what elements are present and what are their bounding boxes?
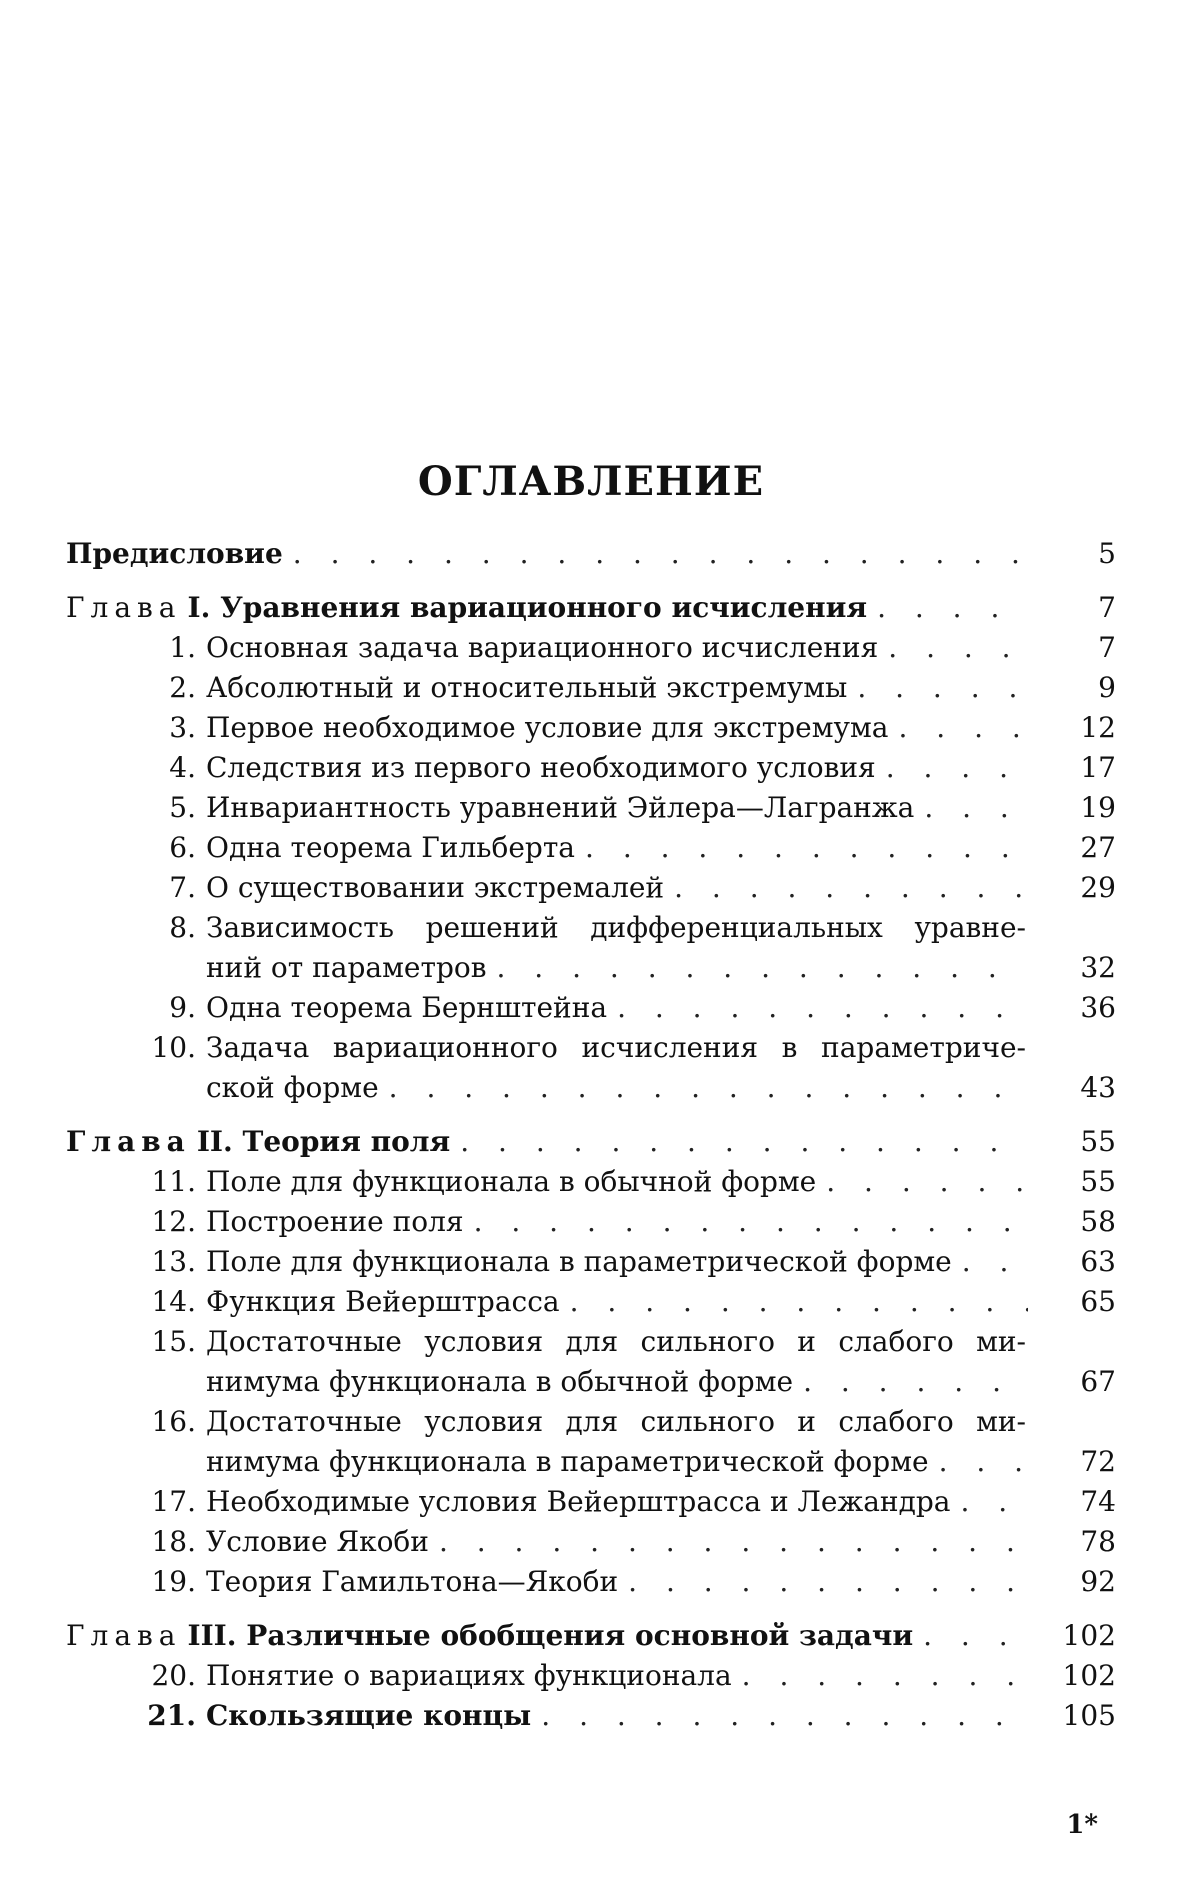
section-number: 15. — [151, 1325, 196, 1358]
section-number: 21. — [147, 1699, 196, 1732]
toc-entry-label: Абсолютный и относительный экстремумы — [206, 671, 848, 704]
toc-entry-section[interactable] — [66, 1202, 1116, 1242]
toc-entry-chapter-2[interactable] — [66, 1122, 1116, 1162]
toc-leader-dots — [898, 708, 1028, 748]
toc-entry-label: III. Различные обобщения основной задачи — [187, 1619, 914, 1652]
toc-entry-label: Поле для функционала в обычной форме — [206, 1165, 817, 1198]
toc-entry-label: Основная задача вариационного исчисления — [206, 631, 879, 664]
toc-entry-section[interactable] — [66, 1482, 1116, 1522]
toc-leader-dots — [460, 1122, 1028, 1162]
toc-page-number: 55 — [1080, 1125, 1116, 1158]
toc-entry-section-multiline[interactable] — [66, 1402, 1116, 1482]
table-of-contents — [66, 534, 1116, 1736]
toc-entry-section[interactable] — [66, 1162, 1116, 1202]
toc-entry-label: Инвариантность уравнений Эйлера—Лагранжа — [206, 791, 915, 824]
toc-page-number: 105 — [1062, 1699, 1116, 1732]
toc-page-number: 74 — [1080, 1485, 1116, 1518]
toc-entry-label: Понятие о вариациях функционала — [206, 1659, 732, 1692]
toc-leader-dots — [886, 748, 1028, 788]
toc-entry-label-line1: Задача вариационного исчисления в параметриче- — [206, 1031, 1026, 1064]
toc-leader-dots — [541, 1696, 1028, 1736]
toc-page-number: 65 — [1080, 1285, 1116, 1318]
section-number: 20. — [151, 1659, 196, 1692]
toc-page-number: 102 — [1062, 1619, 1116, 1652]
section-number: 2. — [169, 671, 196, 704]
toc-entry-section[interactable] — [66, 668, 1116, 708]
toc-entry-label-line1: Достаточные условия для сильного и слабого ми- — [206, 1405, 1026, 1438]
toc-page-number: 72 — [1080, 1445, 1116, 1478]
toc-entry-label: Необходимые условия Вейерштрасса и Лежандра — [206, 1485, 951, 1518]
section-number: 13. — [151, 1245, 196, 1278]
section-number: 4. — [169, 751, 196, 784]
toc-entry-section-multiline[interactable] — [66, 1028, 1116, 1108]
section-number: 7. — [169, 871, 196, 904]
signature-mark: 1* — [1066, 1810, 1098, 1840]
toc-leader-dots — [497, 948, 1029, 988]
toc-entry-section[interactable] — [66, 1696, 1116, 1736]
toc-page-number: 58 — [1080, 1205, 1116, 1238]
toc-leader-dots — [628, 1562, 1028, 1602]
document-page — [66, 0, 1116, 1896]
section-number: 1. — [169, 631, 196, 664]
toc-entry-label: О существовании экстремалей — [206, 871, 665, 904]
toc-entry-label: Первое необходимое условие для экстремума — [206, 711, 889, 744]
toc-page-number: 67 — [1080, 1365, 1116, 1398]
toc-entry-label-line1: Достаточные условия для сильного и слабого ми- — [206, 1325, 1026, 1358]
toc-entry-label-line2: ний от параметров — [206, 951, 487, 984]
toc-entry-section[interactable] — [66, 1522, 1116, 1562]
toc-page-number: 7 — [1098, 591, 1116, 624]
toc-page-number: 7 — [1098, 631, 1116, 664]
toc-entry-label-line2: нимума функционала в обычной форме — [206, 1365, 794, 1398]
toc-leader-dots — [857, 668, 1028, 708]
toc-leader-dots — [923, 1616, 1028, 1656]
toc-entry-section[interactable] — [66, 1242, 1116, 1282]
toc-entry-label: I. Уравнения вариационного исчисления — [187, 591, 868, 624]
toc-leader-dots — [803, 1362, 1028, 1402]
toc-page-number: 102 — [1062, 1659, 1116, 1692]
toc-leader-dots — [742, 1656, 1028, 1696]
section-number: 9. — [169, 991, 196, 1024]
toc-entry-chapter-1[interactable] — [66, 588, 1116, 628]
toc-entry-section[interactable] — [66, 748, 1116, 788]
toc-page-number: 19 — [1080, 791, 1116, 824]
toc-entry-section-multiline[interactable] — [66, 908, 1116, 988]
toc-page-number: 78 — [1080, 1525, 1116, 1558]
toc-entry-section[interactable] — [66, 1562, 1116, 1602]
toc-entry-label: Поле для функционала в параметрической форме — [206, 1245, 952, 1278]
toc-entry-section[interactable] — [66, 1282, 1116, 1322]
toc-entry-label: Следствия из первого необходимого условия — [206, 751, 876, 784]
toc-page-number: 9 — [1098, 671, 1116, 704]
toc-leader-dots — [570, 1282, 1028, 1322]
toc-page-number: 55 — [1080, 1165, 1116, 1198]
toc-entry-label-line1: Зависимость решений дифференциальных уравне- — [206, 911, 1026, 944]
toc-entry-label: Одна теорема Гильберта — [206, 831, 576, 864]
section-number: 6. — [169, 831, 196, 864]
toc-entry-section-multiline[interactable] — [66, 1322, 1116, 1402]
toc-entry-chapter-3[interactable] — [66, 1616, 1116, 1656]
toc-page-number: 12 — [1080, 711, 1116, 744]
toc-entry-preface[interactable] — [66, 534, 1116, 574]
section-number: 8. — [169, 911, 196, 944]
toc-leader-dots — [585, 828, 1028, 868]
toc-leader-dots — [962, 1242, 1028, 1282]
toc-entry-label-line2: ской форме — [206, 1071, 379, 1104]
toc-entry-label: Предисловие — [66, 537, 283, 570]
chapter-prefix: Глава — [66, 1125, 191, 1158]
toc-leader-dots — [960, 1482, 1028, 1522]
toc-entry-section[interactable] — [66, 1656, 1116, 1696]
toc-leader-dots — [674, 868, 1028, 908]
toc-entry-section[interactable] — [66, 988, 1116, 1028]
toc-page-number: 27 — [1080, 831, 1116, 864]
toc-entry-section[interactable] — [66, 868, 1116, 908]
section-number: 14. — [151, 1285, 196, 1318]
section-number: 18. — [151, 1525, 196, 1558]
toc-entry-label: Одна теорема Бернштейна — [206, 991, 608, 1024]
toc-leader-dots — [888, 628, 1028, 668]
toc-page-number: 92 — [1080, 1565, 1116, 1598]
toc-entry-label: Скользящие концы — [206, 1699, 532, 1732]
toc-leader-dots — [293, 534, 1028, 574]
toc-entry-label: Построение поля — [206, 1205, 464, 1238]
toc-leader-dots — [617, 988, 1028, 1028]
toc-page-number: 17 — [1080, 751, 1116, 784]
toc-page-number: 63 — [1080, 1245, 1116, 1278]
toc-leader-dots — [924, 788, 1028, 828]
toc-leader-dots — [389, 1068, 1028, 1108]
toc-entry-label: II. Теория поля — [196, 1125, 451, 1158]
section-number: 10. — [151, 1031, 196, 1064]
section-number: 19. — [151, 1565, 196, 1598]
toc-page-number: 29 — [1080, 871, 1116, 904]
section-number: 12. — [151, 1205, 196, 1238]
toc-entry-label: Функция Вейерштрасса — [206, 1285, 560, 1318]
toc-leader-dots — [877, 588, 1028, 628]
chapter-prefix: Глава — [66, 591, 182, 624]
toc-entry-section[interactable] — [66, 828, 1116, 868]
toc-entry-label-line2: нимума функционала в параметрической форме — [206, 1445, 929, 1478]
section-number: 17. — [151, 1485, 196, 1518]
toc-leader-dots — [826, 1162, 1028, 1202]
toc-entry-section[interactable] — [66, 708, 1116, 748]
page-title: ОГЛАВЛЕНИЕ — [417, 458, 765, 505]
toc-page-number: 32 — [1080, 951, 1116, 984]
section-number: 16. — [151, 1405, 196, 1438]
toc-entry-label: Условие Якоби — [206, 1525, 429, 1558]
toc-leader-dots — [939, 1442, 1028, 1482]
section-number: 3. — [169, 711, 196, 744]
toc-entry-label: Теория Гамильтона—Якоби — [206, 1565, 619, 1598]
section-number: 5. — [169, 791, 196, 824]
toc-entry-section[interactable] — [66, 628, 1116, 668]
toc-page-number: 36 — [1080, 991, 1116, 1024]
toc-page-number: 5 — [1098, 537, 1116, 570]
toc-page-number: 43 — [1080, 1071, 1116, 1104]
chapter-prefix: Глава — [66, 1619, 182, 1652]
toc-leader-dots — [474, 1202, 1028, 1242]
toc-entry-section[interactable] — [66, 788, 1116, 828]
toc-leader-dots — [439, 1522, 1028, 1562]
section-number: 11. — [151, 1165, 196, 1198]
